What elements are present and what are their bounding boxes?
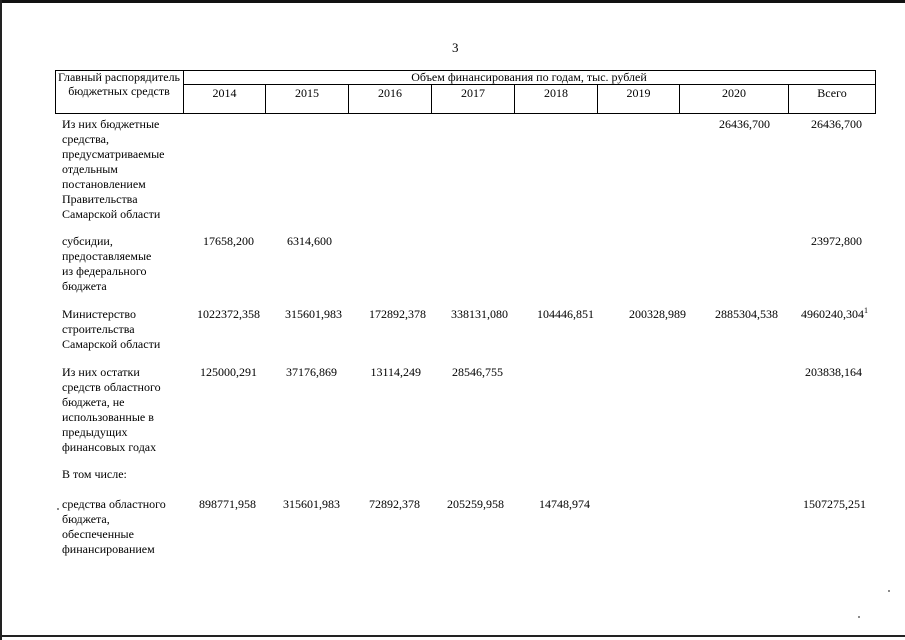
footnote-marker: 1 — [864, 306, 868, 315]
column-header-total: Всего — [817, 86, 847, 100]
cell-2014: 898771,958 — [199, 497, 256, 511]
scan-speck — [858, 616, 860, 618]
scan-speck — [57, 508, 59, 510]
column-header-2018: 2018 — [544, 86, 568, 100]
cell-2015: 6314,600 — [287, 234, 332, 248]
cell-2015: 315601,983 — [283, 497, 340, 511]
cell-2014: 1022372,358 — [197, 307, 260, 321]
cell-2015: 315601,983 — [285, 307, 342, 321]
cell-total: 203838,164 — [805, 365, 862, 379]
funding-title: Объем финансирования по годам, тыс. рублей — [411, 70, 647, 84]
cell-2017: 338131,080 — [451, 307, 508, 321]
scan-edge-top — [0, 0, 905, 3]
row-label: субсидии, предоставляемые из федерального бюджета — [62, 234, 152, 293]
column-header-2014: 2014 — [212, 86, 237, 100]
cell-2016: 172892,378 — [369, 307, 426, 321]
cell-2015: 37176,869 — [286, 365, 337, 379]
row-label: Из них остатки средств областного бюджета, не использованные в предыдущих финансовых годах — [62, 365, 161, 454]
distributor-header: Главный распорядитель бюджетных средств — [57, 70, 181, 98]
cell-2019: 200328,989 — [629, 307, 686, 321]
cell-2016: 13114,249 — [370, 365, 421, 379]
cell-2017: 28546,755 — [452, 365, 503, 379]
cell-total: 1507275,251 — [803, 497, 866, 511]
column-header-2017: 2017 — [461, 86, 485, 100]
column-header-2015: 2015 — [295, 86, 319, 100]
cell-total: 23972,800 — [811, 234, 862, 248]
scan-edge-bottom — [0, 635, 905, 637]
cell-2014: 125000,291 — [200, 365, 257, 379]
cell-2020: 26436,700 — [719, 117, 770, 131]
cell-2014: 17658,200 — [203, 234, 254, 248]
cell-2018: 104446,851 — [537, 307, 594, 321]
row-label: В том числе: — [62, 467, 127, 481]
cell-total: 4960240,304$^1$ — [801, 306, 868, 321]
column-header-2019: 2019 — [626, 86, 651, 100]
column-header-2020: 2020 — [722, 86, 746, 100]
row-label: Из них бюджетные средства, предусматриваемые отдельным постановлением Правительства Самарской области — [62, 117, 165, 221]
row-label: Министерство строительства Самарской области — [62, 307, 161, 351]
row-label: средства областного бюджета, обеспеченные финансированием — [62, 497, 166, 556]
cell-2018: 14748,974 — [539, 497, 590, 511]
column-header-2016: 2016 — [378, 86, 402, 100]
scan-edge-left — [0, 0, 2, 640]
page-number: 3 — [452, 40, 459, 55]
cell-2016: 72892,378 — [369, 497, 420, 511]
table-header — [55, 70, 876, 114]
scan-speck — [888, 590, 890, 592]
cell-total: 26436,700 — [811, 117, 862, 131]
cell-2020: 2885304,538 — [715, 307, 778, 321]
cell-2017: 205259,958 — [447, 497, 504, 511]
